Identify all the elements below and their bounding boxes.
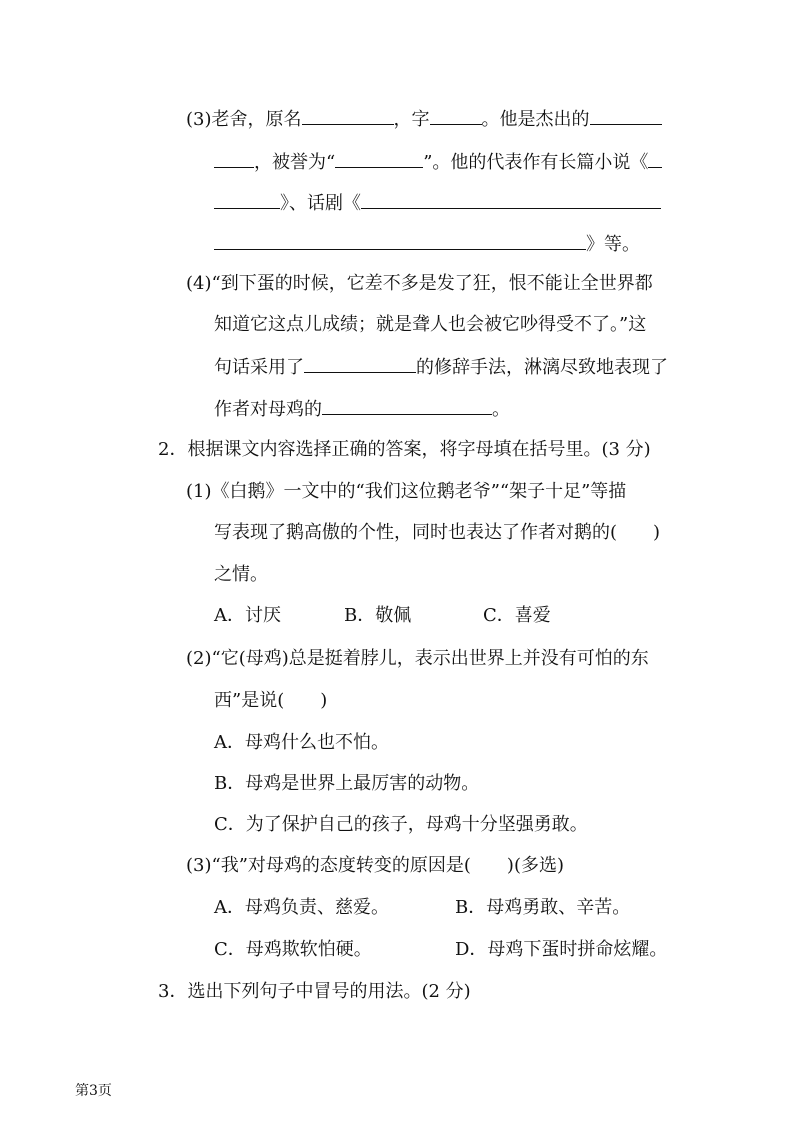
q1-3-text: 》等。 bbox=[586, 234, 640, 255]
q2-1-option-c[interactable]: C．喜爱 bbox=[483, 605, 551, 626]
q1-3-line4 bbox=[214, 231, 640, 255]
q1-4-line1: (4)“到下蛋的时候，它差不多是发了狂，恨不能让全世界都 bbox=[186, 273, 653, 294]
q1-3-text: (3)老舍，原名 bbox=[186, 109, 302, 130]
q1-4-text: 句话采用了 bbox=[214, 357, 304, 378]
q1-4-line4 bbox=[214, 396, 510, 420]
q1-4-text: 。 bbox=[492, 399, 510, 420]
answer-blank[interactable] bbox=[590, 106, 662, 125]
q2-3-option-d[interactable]: D．母鸡下蛋时拼命炫耀。 bbox=[455, 939, 668, 960]
answer-blank[interactable] bbox=[430, 106, 482, 125]
q2-2-option-a[interactable]: A．母鸡什么也不怕。 bbox=[214, 732, 389, 753]
q1-3-text: ”。他的代表作有长篇小说《 bbox=[423, 152, 649, 173]
q2-2-line1: (2)“它(母鸡)总是挺着脖儿，表示出世界上并没有可怕的东 bbox=[186, 648, 649, 669]
q1-4-text: 的修辞手法，淋漓尽致地表现了 bbox=[416, 357, 668, 378]
q1-4-text: 作者对母鸡的 bbox=[214, 399, 322, 420]
q1-3-line1 bbox=[186, 106, 662, 130]
q2-1-option-a[interactable]: A．讨厌 bbox=[214, 605, 281, 626]
answer-blank[interactable] bbox=[214, 190, 280, 209]
q2-3-option-b[interactable]: B．母鸡勇敢、辛苦。 bbox=[455, 897, 631, 918]
q2-2-line2: 西”是说( ) bbox=[214, 690, 328, 711]
q2-2-option-c[interactable]: C．为了保护自己的孩子，母鸡十分坚强勇敢。 bbox=[214, 814, 588, 835]
q2-3-option-c[interactable]: C．母鸡欺软怕硬。 bbox=[214, 939, 372, 960]
q2-2-option-b[interactable]: B．母鸡是世界上最厉害的动物。 bbox=[214, 773, 480, 794]
answer-blank[interactable] bbox=[322, 396, 492, 415]
q2-3-line1: (3)“我”对母鸡的态度转变的原因是( )(多选) bbox=[186, 855, 564, 876]
q2-1-line2: 写表现了鹅高傲的个性，同时也表达了作者对鹅的( ) bbox=[214, 522, 661, 543]
q1-3-text: 》、话剧《 bbox=[280, 193, 361, 214]
answer-blank[interactable] bbox=[302, 106, 394, 125]
q1-4-line3 bbox=[214, 354, 668, 378]
answer-blank[interactable] bbox=[335, 149, 423, 168]
answer-blank[interactable] bbox=[304, 354, 416, 373]
q1-3-text: ，被誉为“ bbox=[254, 152, 336, 173]
q2-1-option-b[interactable]: B．敬佩 bbox=[344, 605, 412, 626]
q1-4-line2: 知道它这点儿成绩；就是聋人也会被它吵得受不了。”这 bbox=[214, 314, 647, 335]
q1-3-text: ，字 bbox=[393, 109, 430, 130]
answer-blank[interactable] bbox=[648, 149, 662, 168]
q2-1-line3: 之情。 bbox=[214, 564, 268, 585]
q3-title: 3．选出下列句子中冒号的用法。(2 分) bbox=[158, 981, 471, 1002]
answer-blank[interactable] bbox=[361, 190, 661, 209]
q2-3-option-a[interactable]: A．母鸡负责、慈爱。 bbox=[214, 897, 389, 918]
q1-3-line2 bbox=[214, 149, 662, 173]
q1-3-text: 。他是杰出的 bbox=[481, 109, 590, 130]
answer-blank[interactable] bbox=[214, 149, 254, 168]
answer-blank[interactable] bbox=[214, 231, 586, 250]
q1-3-line3 bbox=[214, 190, 661, 214]
page-number: 第3页 bbox=[75, 1083, 112, 1099]
q2-title: 2．根据课文内容选择正确的答案，将字母填在括号里。(3 分) bbox=[158, 439, 651, 460]
q2-1-line1: (1)《白鹅》一文中的“我们这位鹅老爷”“架子十足”等描 bbox=[186, 481, 627, 502]
